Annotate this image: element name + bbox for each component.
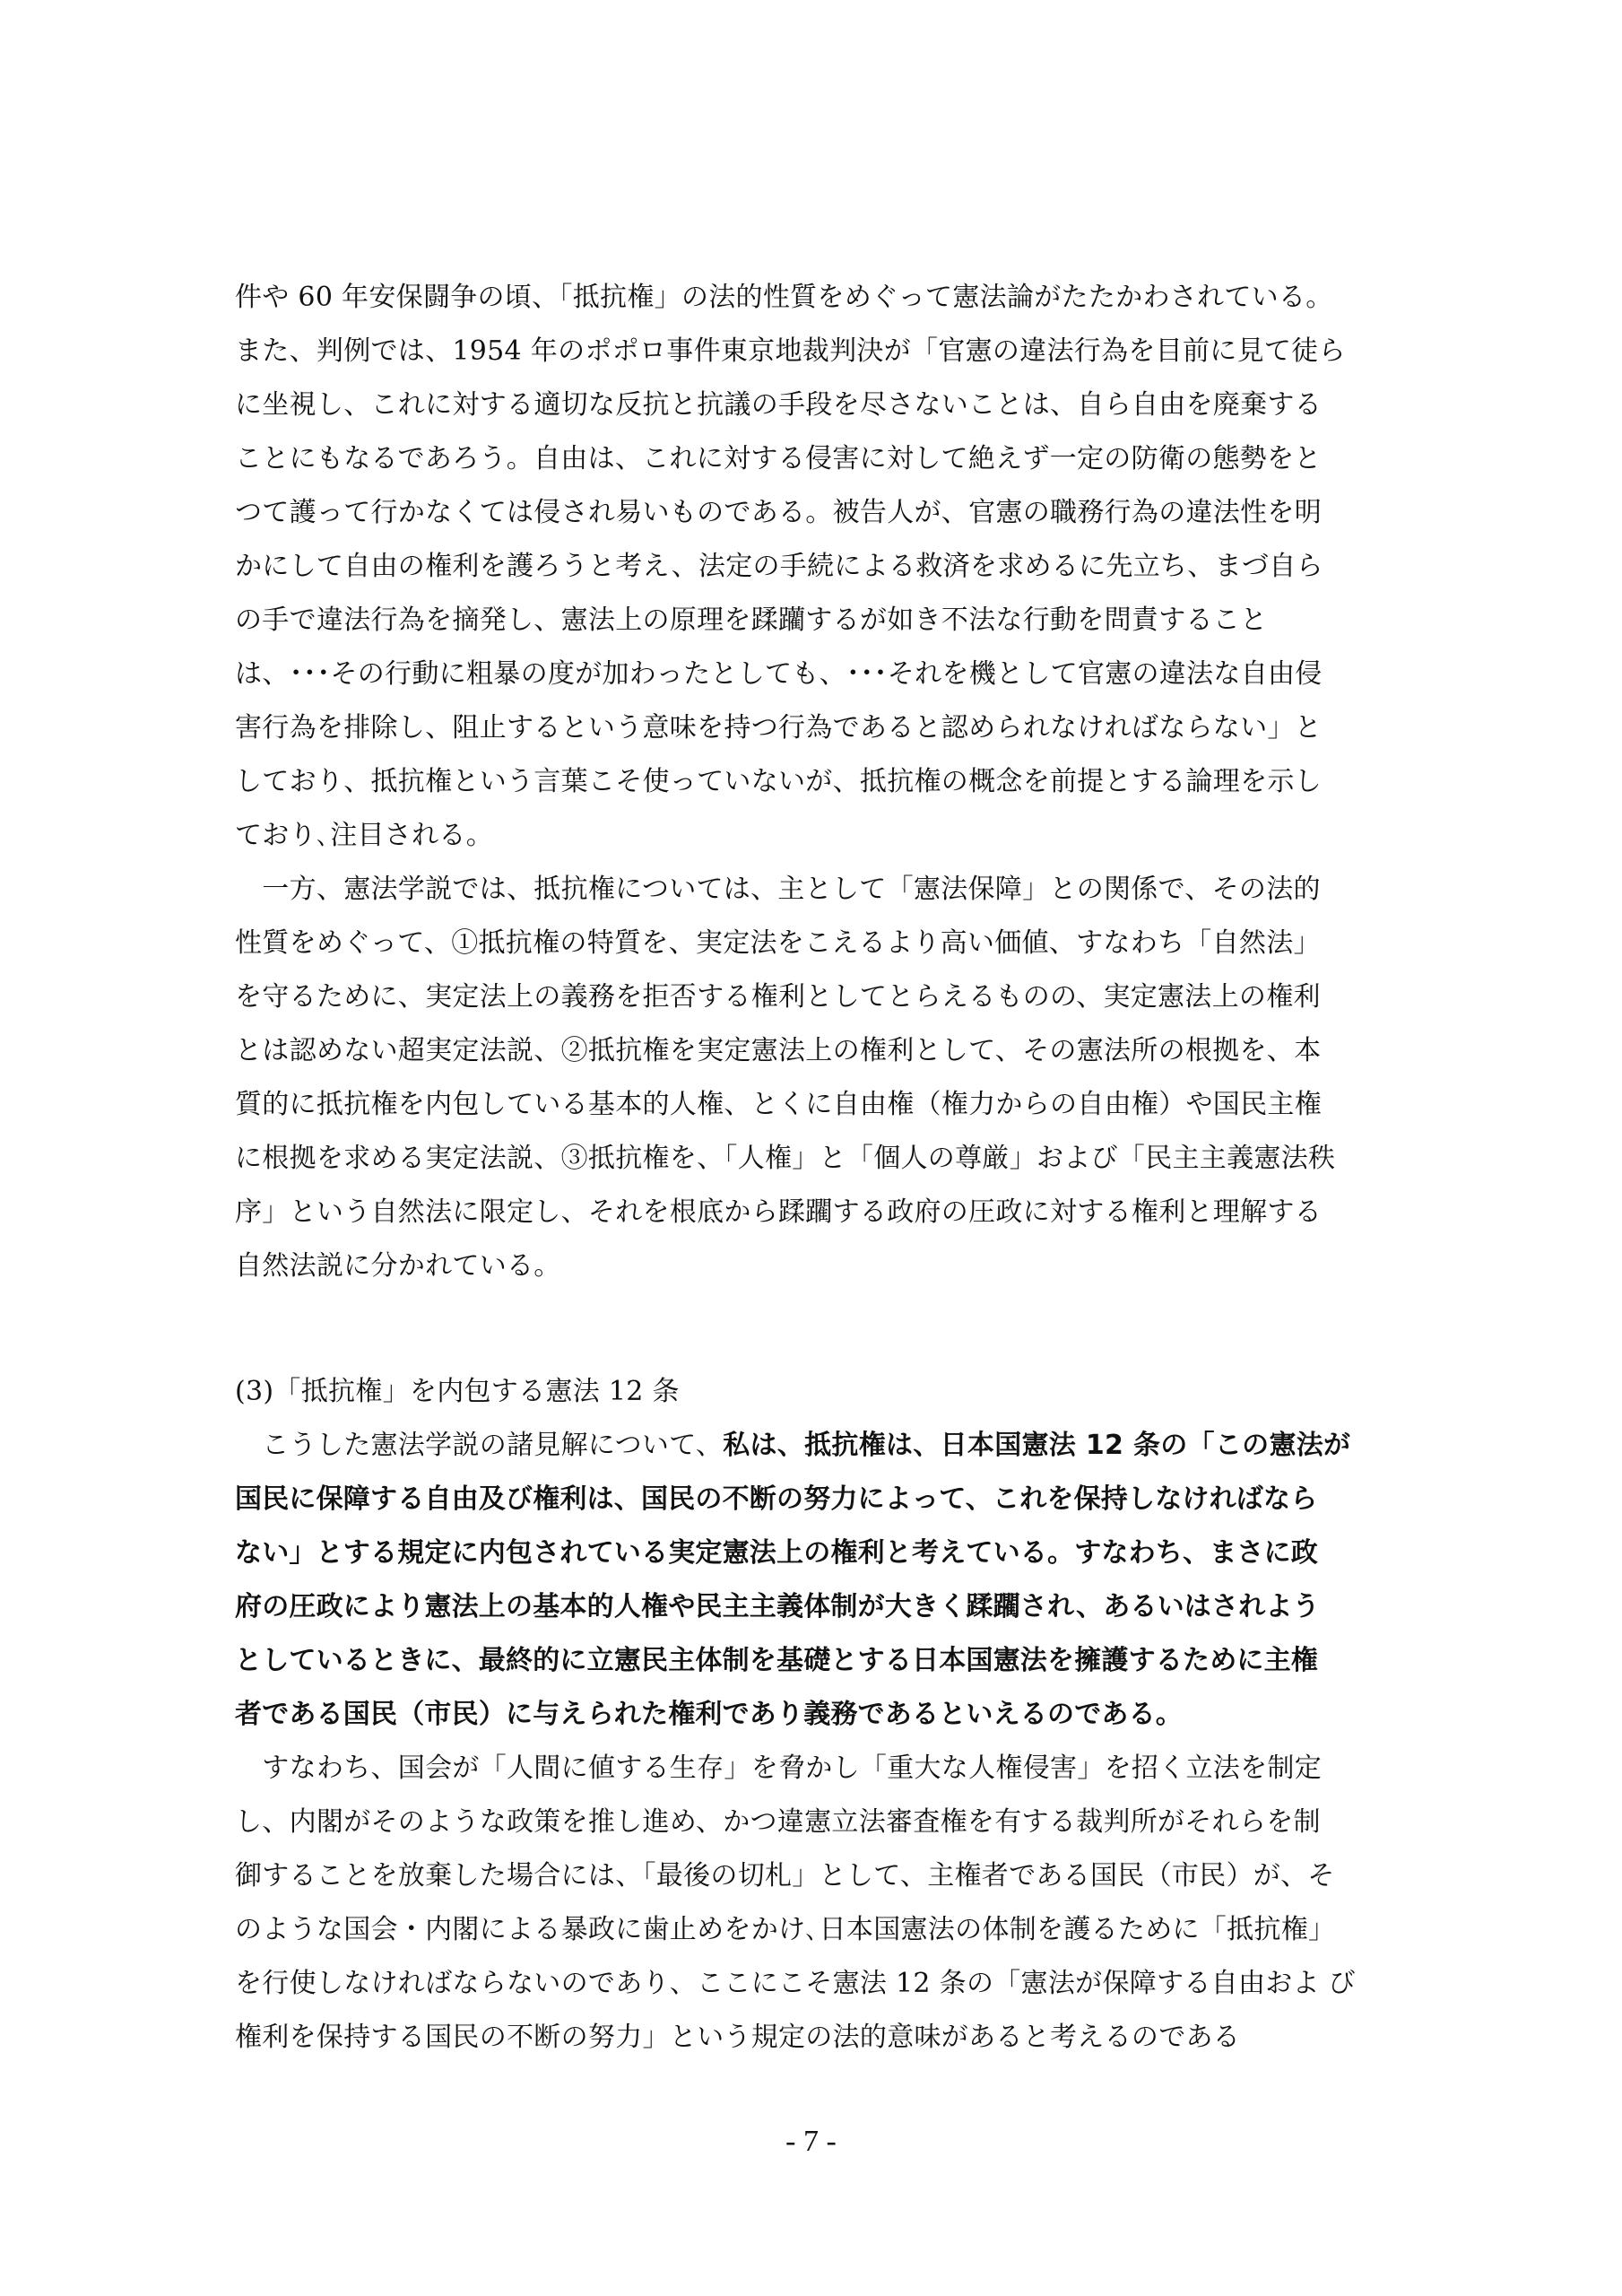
text-line: 序」という自然法に限定し、それを根底から蹂躙する政府の圧政に対する権利と理解する	[235, 1196, 1322, 1228]
text-line: を行使しなければならないのであり、ここにこそ憲法 12 条の「憲法が保障する自由およ び	[235, 1968, 1356, 1999]
emphasized-line: 府の圧政により憲法上の基本的人権や民主主義体制が大きく蹂躙され、あるいはされよう	[235, 1591, 1320, 1622]
text-line: 害行為を排除し、阻止するという意味を持つ行為であると認められなければならない」と	[235, 712, 1322, 744]
text-line: 権利を保持する国民の不断の努力」という規定の法的意味があると考えるのである	[235, 2022, 1241, 2053]
text-line: つて護って行かなくては侵され易いものである。被告人が、官憲の職務行為の違法性を明	[235, 497, 1322, 528]
text-line: しており、抵抗権という言葉こそ使っていないが、抵抗権の概念を前提とする論理を示し	[235, 766, 1322, 797]
emphasized-line: としているときに、最終的に立憲民主体制を基礎とする日本国憲法を擁護するために主権	[235, 1645, 1318, 1676]
text-line: 御することを放棄した場合には、「最後の切札」として、主権者である国民（市民）が、そ	[235, 1860, 1335, 1892]
text-line: 自然法説に分かれている。	[235, 1250, 561, 1282]
emphasized-line: ない」とする規定に内包されている実定憲法上の権利と考えている。すなわち、まさに政	[235, 1537, 1318, 1569]
page-number: - 7 -	[785, 2125, 837, 2158]
emphasized-line: 者である国民（市民）に与えられた権利であり義務であるといえるのである。	[235, 1699, 1183, 1730]
text-run: こうした憲法学説の諸見解について、	[235, 1430, 724, 1461]
text-line: 一方、憲法学説では、抵抗権については、主として「憲法保障」との関係で、その法的	[235, 874, 1321, 905]
text-line: に坐視し、これに対する適切な反抗と抗議の手段を尽さないことは、自ら自由を廃棄する	[235, 389, 1322, 421]
text-line: ており､注目される。	[235, 820, 493, 851]
text-line: 件や 60 年安保闘争の頃、「抵抗権」の法的性質をめぐって憲法論がたたかわされている。	[235, 282, 1333, 313]
section-heading: (3)「抵抗権」を内包する憲法 12 条	[235, 1376, 680, 1407]
text-line: は、･･･その行動に粗暴の度が加わったとしても、･･･それを機として官憲の違法な自由侵	[235, 658, 1323, 690]
text-line	[235, 1428, 1401, 1464]
text-line: を守るために、実定法上の義務を拒否する権利としてとらえるものの、実定憲法上の権利	[235, 981, 1321, 1013]
text-line: のような国会・内閣による暴政に歯止めをかけ､日本国憲法の体制を護るために「抵抗権」	[235, 1914, 1336, 1945]
text-line: かにして自由の権利を護ろうと考え、法定の手続による救済を求めるに先立ち、まづ自ら	[235, 551, 1323, 582]
text-line: すなわち、国会が「人間に値する生存」を脅かし「重大な人権侵害」を招く立法を制定	[235, 1752, 1322, 1784]
text-line: 性質をめぐって、①抵抗権の特質を、実定法をこえるより高い価値、すなわち「自然法」	[235, 927, 1321, 959]
text-line: し、内閣がそのような政策を推し進め、かつ違憲立法審査権を有する裁判所がそれらを制	[235, 1806, 1321, 1838]
emphasized-text: 私は、抵抗権は、日本国憲法 12 条の「この憲法が	[723, 1430, 1351, 1461]
text-line: の手で違法行為を摘発し、憲法上の原理を蹂躪するが如き不法な行動を問責すること	[235, 604, 1268, 636]
text-line: また、判例では、1954 年のポポロ事件東京地裁判決が「官憲の違法行為を目前に見て徒ら	[235, 335, 1346, 367]
text-line: 質的に抵抗権を内包している基本的人権、とくに自由権（権力からの自由権）や国民主権	[235, 1089, 1322, 1120]
emphasized-line: 国民に保障する自由及び権利は、国民の不断の努力によって、これを保持しなければなら	[235, 1483, 1318, 1515]
text-line: に根拠を求める実定法説、③抵抗権を、「人権」と「個人の尊厳」および「民主主義憲法秩	[235, 1143, 1336, 1174]
text-line: ことにもなるであろう。自由は、これに対する侵害に対して絶えず一定の防衛の態勢をと	[235, 443, 1322, 474]
text-line: とは認めない超実定法説、②抵抗権を実定憲法上の権利として、その憲法所の根拠を、本	[235, 1035, 1322, 1066]
